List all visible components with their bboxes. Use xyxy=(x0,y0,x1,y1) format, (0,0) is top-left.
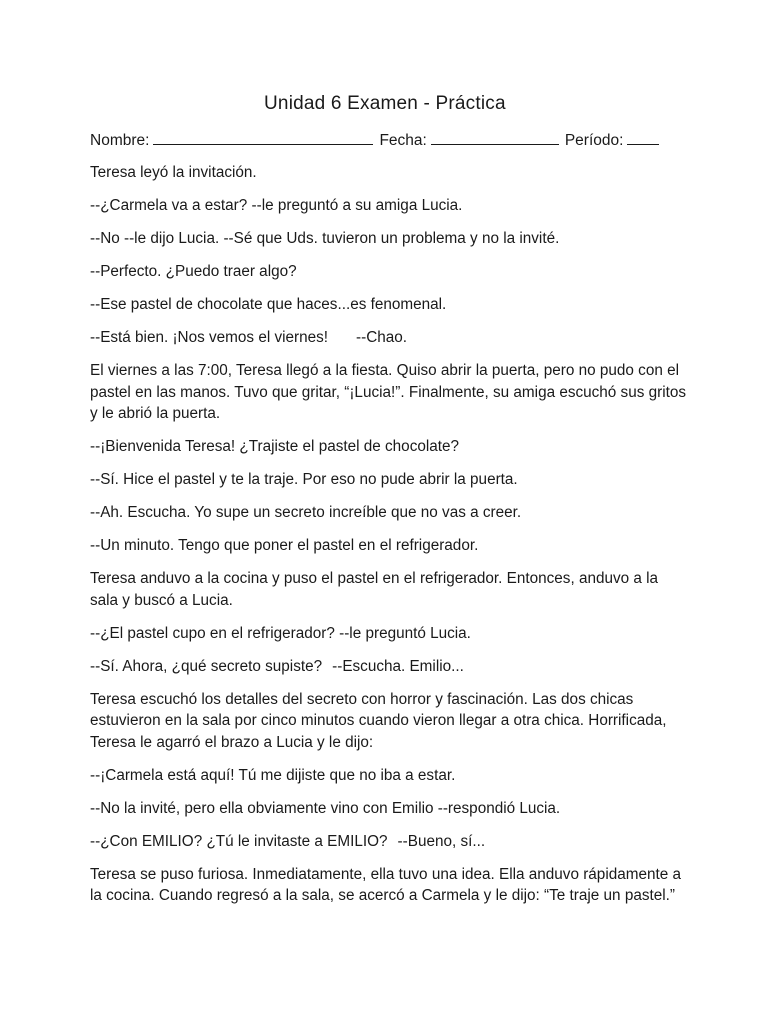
paragraph: Teresa anduvo a la cocina y puso el pastel en el refrigerador. Entonces, anduvo a la sala y buscó a Lucia. xyxy=(90,570,659,609)
paragraph: El viernes a las 7:00, Teresa llegó a la fiesta. Quiso abrir la puerta, pero no pudo con el pastel en las manos. Tuvo que gritar, “¡Lucia!”. Finalmente, su amiga escuchó sus gritos y le abrió la puerta. xyxy=(90,362,687,422)
paragraph: Teresa se puso furiosa. Inmediatamente, ella tuvo una idea. Ella anduvo rápidamente a la cocina. Cuando regresó a la sala, se acercó a Carmela y le dijo: “Te traje un pastel.” xyxy=(90,865,681,904)
dialogue-line: --Escucha. Emilio... xyxy=(332,657,464,675)
date-blank-line xyxy=(431,130,559,145)
paragraph: --Sí. Hice el pastel y te la traje. Por eso no pude abrir la puerta. xyxy=(90,471,518,488)
date-label: Fecha: xyxy=(379,132,427,149)
name-blank-line xyxy=(153,130,373,145)
paragraph: --No la invité, pero ella obviamente vino con Emilio --respondió Lucia. xyxy=(90,799,561,817)
dialogue-line: --Sí. Ahora, ¿qué secreto supiste? xyxy=(90,657,323,675)
paragraph: --Un minuto. Tengo que poner el pastel en el refrigerador. xyxy=(90,537,479,554)
dialogue-line: --Bueno, sí... xyxy=(397,832,486,850)
period-blank-line xyxy=(627,130,659,145)
dialogue-line: --¿Con EMILIO? ¿Tú le invitaste a EMILIO? xyxy=(90,832,388,850)
paragraph-pair xyxy=(90,656,690,678)
paragraph: Teresa escuchó los detalles del secreto con horror y fascinación. Las dos chicas estuvieron en la sala por cinco minutos cuando vieron llegar a otra chica. Horrificada, Teresa le agarró el brazo a Lucia y le dijo: xyxy=(90,690,667,751)
paragraph: --Ah. Escucha. Yo supe un secreto increíble que no vas a creer. xyxy=(90,504,522,521)
paragraph: --No --le dijo Lucia. --Sé que Uds. tuvieron un problema y no la invité. xyxy=(90,230,560,247)
dialogue-line: --Chao. xyxy=(356,329,408,346)
dialogue-line: --Está bien. ¡Nos vemos el viernes! xyxy=(90,329,329,346)
document-title: Unidad 6 Examen - Práctica xyxy=(264,93,506,114)
paragraph: --Perfecto. ¿Puedo traer algo? xyxy=(90,263,297,280)
story-body xyxy=(90,162,690,918)
paragraph: --¡Carmela está aquí! Tú me dijiste que no iba a estar. xyxy=(90,766,456,784)
student-info-line xyxy=(90,130,665,150)
paragraph-pair xyxy=(90,327,690,349)
paragraph: --¡Bienvenida Teresa! ¿Trajiste el pastel de chocolate? xyxy=(90,438,460,455)
paragraph: Teresa leyó la invitación. xyxy=(90,164,257,181)
paragraph: --¿Carmela va a estar? --le preguntó a su amiga Lucia. xyxy=(90,197,463,214)
paragraph: --¿El pastel cupo en el refrigerador? --le preguntó Lucia. xyxy=(90,624,471,642)
paragraph: --Ese pastel de chocolate que haces...es fenomenal. xyxy=(90,296,447,313)
paragraph-pair xyxy=(90,831,690,853)
period-label: Período: xyxy=(564,132,624,149)
name-label: Nombre: xyxy=(90,132,150,149)
